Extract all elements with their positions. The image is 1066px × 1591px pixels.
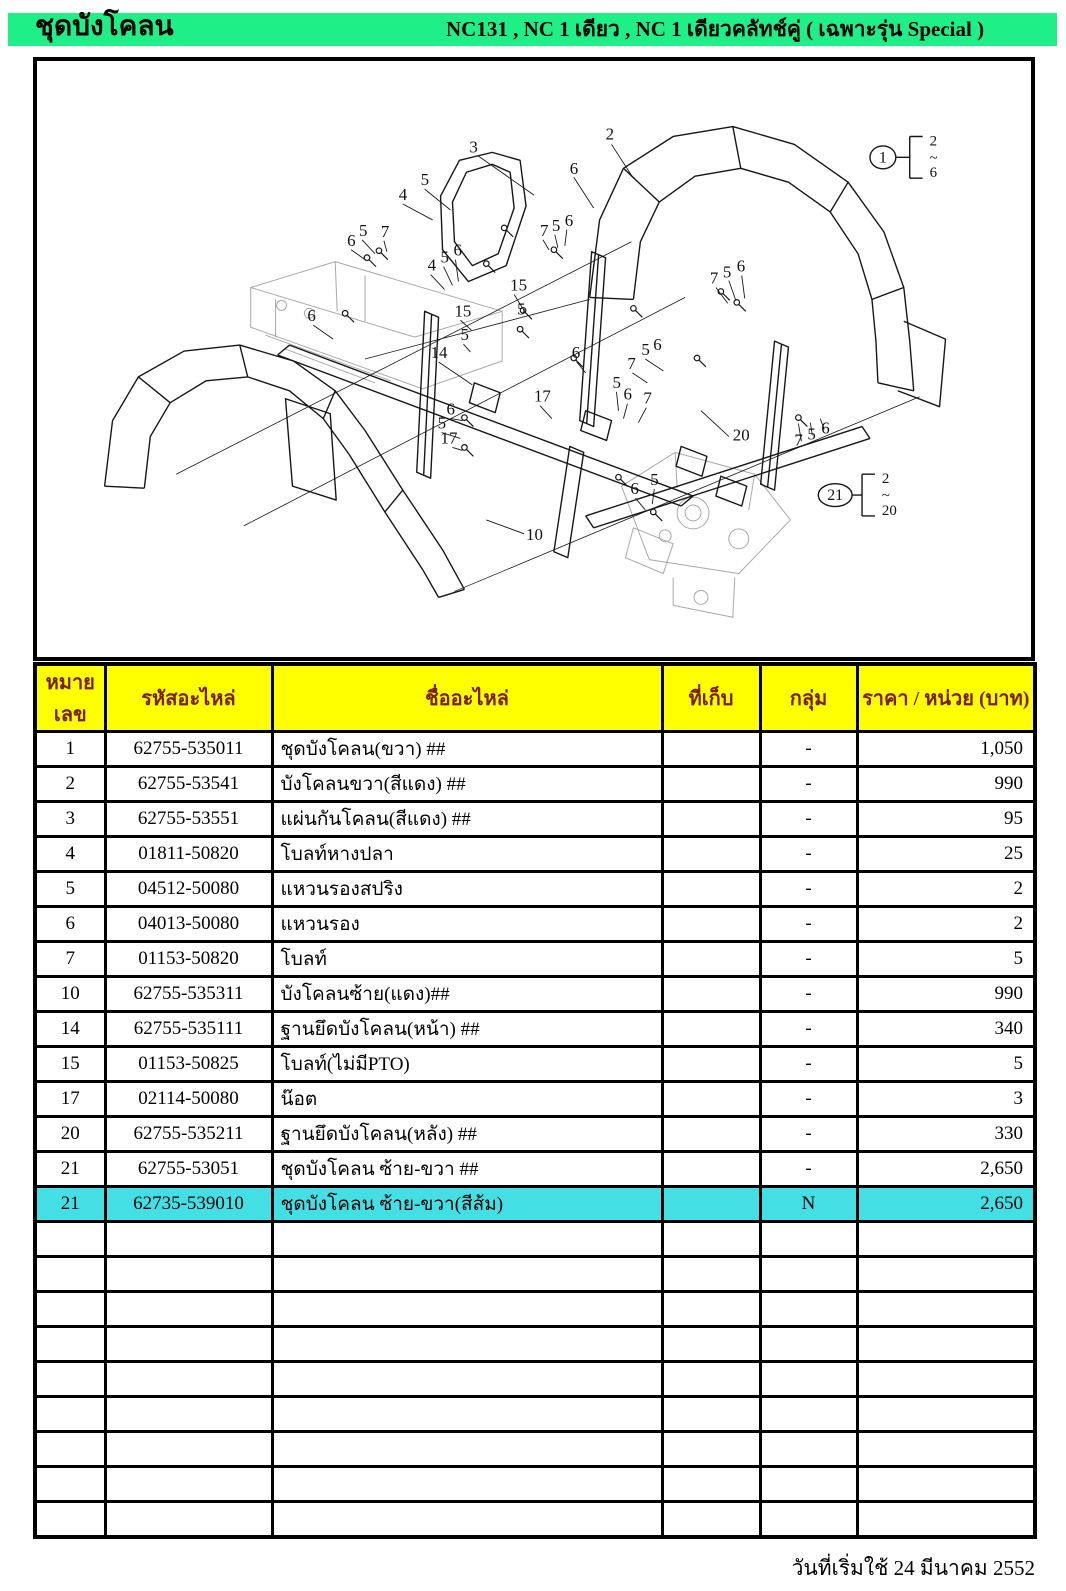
cell-loc [662, 767, 760, 802]
cell-empty [760, 1257, 857, 1292]
parts-table [33, 662, 1037, 1539]
part-callout: 6 [821, 418, 830, 438]
cell-empty [272, 1467, 662, 1502]
cell-price: 330 [857, 1117, 1035, 1152]
cell-name: ชุดบังโคลน ซ้าย-ขวา(สีส้ม) [272, 1187, 662, 1222]
cell-code: 02114-50080 [105, 1082, 272, 1117]
cell-loc [662, 732, 760, 767]
cell-price: 3 [857, 1082, 1035, 1117]
cell-no: 20 [35, 1117, 105, 1152]
cell-loc [662, 1047, 760, 1082]
cell-price: 95 [857, 802, 1035, 837]
cell-no: 10 [35, 977, 105, 1012]
cell-empty [105, 1362, 272, 1397]
mounting-frame [278, 252, 870, 558]
cell-price: 990 [857, 977, 1035, 1012]
cell-code: 01153-50820 [105, 942, 272, 977]
part-callout: 5 [359, 220, 368, 240]
part-callout: 6 [564, 210, 574, 230]
cell-empty [857, 1432, 1035, 1467]
cell-loc [662, 1117, 760, 1152]
cell-empty [272, 1397, 662, 1432]
cell-grp: - [760, 942, 857, 977]
cell-grp: - [760, 907, 857, 942]
cell-price: 5 [857, 942, 1035, 977]
column-header-5: ราคา / หน่วย (บาท) [857, 664, 1035, 732]
cell-empty [857, 1222, 1035, 1257]
empty-row [35, 1397, 1035, 1432]
cell-loc [662, 1187, 760, 1222]
effective-date: วันที่เริ่มใช้ 24 มีนาคม 2552 [791, 1556, 1035, 1580]
cell-no: 4 [35, 837, 105, 872]
cell-code: 62755-535011 [105, 732, 272, 767]
part-callout: 5 [641, 340, 650, 360]
part-callout: 5 [551, 215, 561, 235]
empty-row [35, 1327, 1035, 1362]
cell-code: 04013-50080 [105, 907, 272, 942]
cell-grp: - [760, 802, 857, 837]
table-row [35, 1082, 1035, 1117]
cell-empty [272, 1222, 662, 1257]
part-callout: 6 [571, 343, 581, 363]
table-row [35, 872, 1035, 907]
part-callout: 4 [398, 185, 408, 205]
part-callout: 10 [526, 524, 543, 544]
table-row [35, 837, 1035, 872]
part-callout: 7 [794, 430, 803, 450]
empty-row [35, 1257, 1035, 1292]
cell-grp: - [760, 1082, 857, 1117]
cell-grp: - [760, 1152, 857, 1187]
cell-no: 17 [35, 1082, 105, 1117]
cell-code: 62755-53541 [105, 767, 272, 802]
part-callout: 3 [469, 137, 478, 157]
cell-empty [760, 1432, 857, 1467]
cell-empty [760, 1397, 857, 1432]
table-row [35, 977, 1035, 1012]
table-row [35, 942, 1035, 977]
cell-empty [662, 1502, 760, 1538]
table-row [35, 802, 1035, 837]
cell-name: โบลท์หางปลา [272, 837, 662, 872]
cell-price: 340 [857, 1012, 1035, 1047]
cell-code: 62755-53051 [105, 1152, 272, 1187]
cell-price: 25 [857, 837, 1035, 872]
cell-name: แหวนรองสปริง [272, 872, 662, 907]
leader-lines [313, 144, 824, 533]
cell-code: 01811-50820 [105, 837, 272, 872]
part-callout: 6 [453, 240, 462, 260]
cell-empty [105, 1467, 272, 1502]
cell-name: แหวนรอง [272, 907, 662, 942]
part-callout: 6 [623, 384, 632, 404]
group-range-tilde: ~ [881, 488, 890, 505]
cell-empty [662, 1397, 760, 1432]
cell-price: 1,050 [857, 732, 1035, 767]
cell-empty [105, 1432, 272, 1467]
cell-empty [662, 1222, 760, 1257]
cell-code: 62735-539010 [105, 1187, 272, 1222]
cell-no: 15 [35, 1047, 105, 1082]
cell-empty [35, 1257, 105, 1292]
cell-name: ฐานยึดบังโคลน(หลัง) ## [272, 1117, 662, 1152]
group-bracket [852, 474, 875, 516]
cell-no: 6 [35, 907, 105, 942]
title-band [8, 13, 1057, 46]
column-header-1: รหัสอะไหล่ [105, 664, 272, 732]
cell-empty [662, 1467, 760, 1502]
left-fender [105, 345, 465, 597]
group-bracket [896, 136, 923, 178]
cell-empty [35, 1327, 105, 1362]
empty-row [35, 1362, 1035, 1397]
cell-empty [105, 1292, 272, 1327]
cell-price: 990 [857, 767, 1035, 802]
part-callout: 6 [446, 399, 455, 419]
cell-grp: - [760, 1047, 857, 1082]
cell-empty [105, 1397, 272, 1432]
group-range-top: 2 [881, 471, 890, 488]
empty-row [35, 1292, 1035, 1327]
cell-empty [760, 1362, 857, 1397]
empty-row [35, 1432, 1035, 1467]
empty-row [35, 1467, 1035, 1502]
cell-code: 04512-50080 [105, 872, 272, 907]
cell-name: บังโคลนขวา(สีแดง) ## [272, 767, 662, 802]
cell-empty [272, 1502, 662, 1538]
cell-code: 01153-50825 [105, 1047, 272, 1082]
cell-name: แผ่นกันโคลน(สีแดง) ## [272, 802, 662, 837]
group-range-bottom: 20 [881, 502, 897, 519]
cell-name: ชุดบังโคลน ซ้าย-ขวา ## [272, 1152, 662, 1187]
cell-empty [105, 1327, 272, 1362]
cell-name: ฐานยึดบังโคลน(หน้า) ## [272, 1012, 662, 1047]
cell-empty [35, 1397, 105, 1432]
cell-no: 14 [35, 1012, 105, 1047]
cell-empty [857, 1327, 1035, 1362]
cell-price: 2 [857, 872, 1035, 907]
cell-empty [35, 1502, 105, 1538]
part-callout: 5 [437, 413, 447, 433]
part-callout: 7 [709, 268, 719, 288]
cell-empty [760, 1327, 857, 1362]
cell-loc [662, 1082, 760, 1117]
cell-empty [272, 1257, 662, 1292]
column-header-3: ที่เก็บ [662, 664, 760, 732]
part-callout: 6 [630, 479, 639, 499]
cell-empty [272, 1432, 662, 1467]
part-callout: 5 [650, 470, 659, 490]
cell-empty [760, 1502, 857, 1538]
part-callout: 15 [510, 275, 528, 295]
table-row [35, 1117, 1035, 1152]
cell-grp: - [760, 1012, 857, 1047]
model-subtitle: NC131 , NC 1 เดียว , NC 1 เดียวคลัทช์คู่ ( เฉพาะรุ่น Special ) [446, 17, 985, 41]
table-row [35, 1012, 1035, 1047]
group-range-bottom: 6 [929, 165, 938, 182]
cell-empty [857, 1467, 1035, 1502]
cell-price: 5 [857, 1047, 1035, 1082]
group-number: 1 [878, 149, 887, 167]
cell-empty [662, 1432, 760, 1467]
cell-empty [662, 1292, 760, 1327]
cell-no: 21 [35, 1187, 105, 1222]
cell-grp: - [760, 1117, 857, 1152]
part-callout: 5 [807, 424, 816, 444]
table-row [35, 1047, 1035, 1082]
part-callout: 5 [517, 299, 526, 319]
part-callout: 17 [534, 386, 551, 406]
cell-price: 2,650 [857, 1152, 1035, 1187]
part-callout: 6 [569, 159, 579, 179]
cell-empty [760, 1467, 857, 1502]
column-header-4: กลุ่ม [760, 664, 857, 732]
cell-grp: - [760, 977, 857, 1012]
cell-empty [760, 1222, 857, 1257]
part-callout: 14 [430, 343, 448, 363]
cell-no: 1 [35, 732, 105, 767]
cell-code: 62755-535211 [105, 1117, 272, 1152]
part-callout: 7 [627, 353, 636, 373]
cell-grp: - [760, 732, 857, 767]
cell-grp: - [760, 837, 857, 872]
cell-empty [105, 1257, 272, 1292]
part-callout: 7 [380, 221, 390, 241]
cell-empty [662, 1362, 760, 1397]
cell-empty [272, 1362, 662, 1397]
part-callout: 5 [460, 325, 469, 345]
cell-no: 3 [35, 802, 105, 837]
table-row [35, 732, 1035, 767]
cell-code: 62755-535311 [105, 977, 272, 1012]
part-callout: 5 [440, 247, 450, 267]
cell-empty [857, 1362, 1035, 1397]
cell-empty [857, 1502, 1035, 1538]
cell-empty [35, 1467, 105, 1502]
cell-loc [662, 872, 760, 907]
cell-no: 5 [35, 872, 105, 907]
table-row [35, 767, 1035, 802]
cell-empty [35, 1362, 105, 1397]
part-callout: 5 [612, 372, 621, 392]
cell-empty [857, 1257, 1035, 1292]
cell-name: บังโคลนซ้าย(แดง)## [272, 977, 662, 1012]
part-callout: 2 [605, 124, 615, 144]
empty-row [35, 1222, 1035, 1257]
exploded-view-drawing [37, 61, 1031, 657]
cell-name: โบลท์(ไม่มีPTO) [272, 1047, 662, 1082]
group-range-top: 2 [929, 133, 938, 150]
part-callout: 4 [427, 255, 437, 275]
empty-row [35, 1502, 1035, 1538]
page-title: ชุดบังโคลน [35, 11, 174, 42]
cell-empty [857, 1397, 1035, 1432]
part-callout: 6 [347, 230, 356, 250]
part-callout: 5 [722, 262, 732, 282]
parts-diagram [33, 57, 1035, 661]
cell-grp: - [760, 872, 857, 907]
cell-price: 2,650 [857, 1187, 1035, 1222]
part-callout: 6 [653, 335, 662, 355]
cell-code: 62755-53551 [105, 802, 272, 837]
cell-loc [662, 907, 760, 942]
cell-name: น๊อต [272, 1082, 662, 1117]
cell-empty [760, 1292, 857, 1327]
cell-empty [105, 1222, 272, 1257]
cell-empty [35, 1222, 105, 1257]
right-fender [590, 127, 946, 407]
cell-empty [857, 1292, 1035, 1327]
cell-grp: - [760, 767, 857, 802]
part-callout: 7 [643, 388, 652, 408]
cell-empty [662, 1327, 760, 1362]
part-callout: 20 [732, 425, 750, 445]
cell-loc [662, 942, 760, 977]
column-header-0: หมาย เลข [35, 664, 105, 732]
group-range-tilde: ~ [929, 150, 938, 167]
construction-lines [176, 242, 920, 592]
cell-price: 2 [857, 907, 1035, 942]
cell-loc [662, 977, 760, 1012]
table-row [35, 1152, 1035, 1187]
cell-grp: N [760, 1187, 857, 1222]
cell-empty [272, 1292, 662, 1327]
group-number: 21 [827, 487, 844, 505]
cell-loc [662, 802, 760, 837]
table-row [35, 907, 1035, 942]
cell-empty [35, 1432, 105, 1467]
cell-empty [35, 1292, 105, 1327]
cell-code: 62755-535111 [105, 1012, 272, 1047]
cell-empty [105, 1502, 272, 1538]
part-callout: 6 [307, 306, 316, 326]
cell-loc [662, 1152, 760, 1187]
cell-no: 7 [35, 942, 105, 977]
cell-empty [272, 1327, 662, 1362]
cell-empty [662, 1257, 760, 1292]
cell-name: โบลท์ [272, 942, 662, 977]
part-callout: 17 [440, 428, 458, 448]
cell-loc [662, 1012, 760, 1047]
part-callout: 7 [539, 220, 549, 240]
cell-no: 2 [35, 767, 105, 802]
part-callout: 6 [736, 256, 746, 276]
column-header-2: ชื่ออะไหล่ [272, 664, 662, 732]
table-row [35, 1187, 1035, 1222]
cell-loc [662, 837, 760, 872]
table-header [35, 664, 1035, 732]
part-callout: 5 [420, 170, 430, 190]
cell-no: 21 [35, 1152, 105, 1187]
cell-name: ชุดบังโคลน(ขวา) ## [272, 732, 662, 767]
part-callout: 15 [454, 301, 472, 321]
